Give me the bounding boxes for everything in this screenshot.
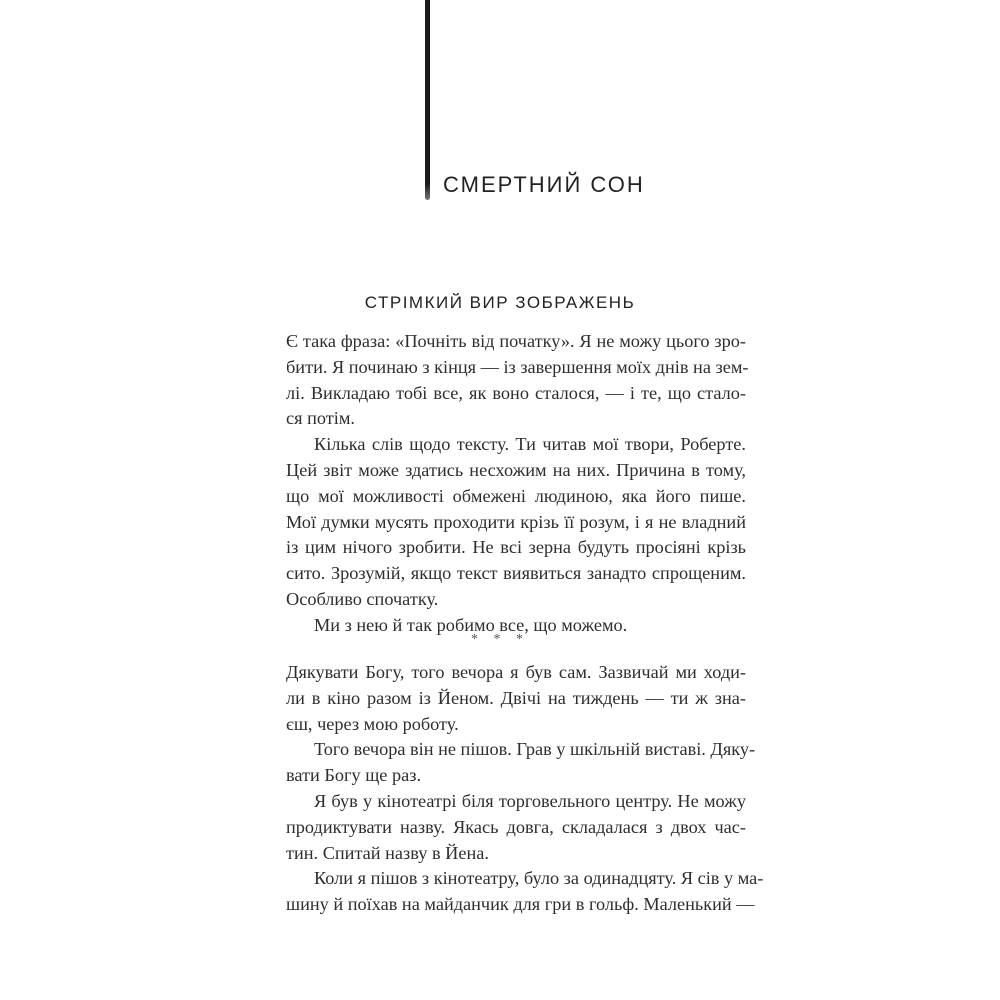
section-title: СТРІМКИЙ ВИР ЗОБРАЖЕНЬ (364, 293, 636, 312)
text-line: Того вечора він не пішов. Грав у шкільній виставі. Дяку- (314, 739, 756, 760)
text-line: сито. Зрозумій, якщо текст виявиться занадто спрощеним. (286, 563, 746, 584)
text-line: Коли я пішов з кінотеатру, було за одинадцяту. Я сів у ма- (314, 868, 764, 889)
text-line: Особливо спочатку. (286, 588, 439, 609)
text-block-1 (286, 329, 749, 639)
text-line: продиктувати назву. Якась довга, складалася з двох час- (286, 816, 746, 837)
text-block-2 (286, 660, 764, 918)
text-line: єш, через мою роботу. (286, 713, 459, 734)
text-line: Цей звіт може здатись несхожим на них. Причина в тому, (286, 459, 746, 480)
section-separator: * * * (471, 632, 529, 647)
text-line: Є така фраза: «Почніть від початку». Я не можу цього зро- (286, 331, 746, 351)
text-line: із цим нічого зробити. Не всі зерна будуть просіяні крізь (286, 537, 746, 558)
text-line: Кілька слів щодо тексту. Ти читав мої твори, Роберте. (314, 434, 746, 455)
text-line: ся потім. (286, 408, 355, 429)
text-line: ли в кіно разом із Йеном. Двічі на тиждень — ти ж зна- (286, 687, 746, 708)
text-line: тин. Спитай назву в Йена. (286, 842, 489, 863)
text-line: Ми з нею й так робимо все, що можемо. (314, 614, 628, 635)
text-line: що мої можливості обмежені людиною, яка його пише. (286, 485, 746, 506)
chapter-title: СМЕРТНИЙ СОН (443, 172, 645, 197)
text-line: Дякувати Богу, того вечора я був сам. Зазвичай ми ходи- (286, 662, 746, 682)
text-line: бити. Я починаю з кінця — із завершення моїх днів на зем- (286, 356, 749, 377)
text-line: шину й поїхав на майданчик для гри в гольф. Маленький — (286, 894, 755, 915)
text-line: лі. Викладаю тобі все, як воно сталося, — і те, що стало- (286, 382, 746, 403)
text-line: вати Богу ще раз. (286, 765, 422, 786)
text-line: Я був у кінотеатрі біля торговельного центру. Не можу (314, 790, 746, 811)
text-line: Мої думки мусять проходити крізь її розум, і я не владний (286, 511, 746, 532)
chapter-rule (425, 0, 430, 200)
